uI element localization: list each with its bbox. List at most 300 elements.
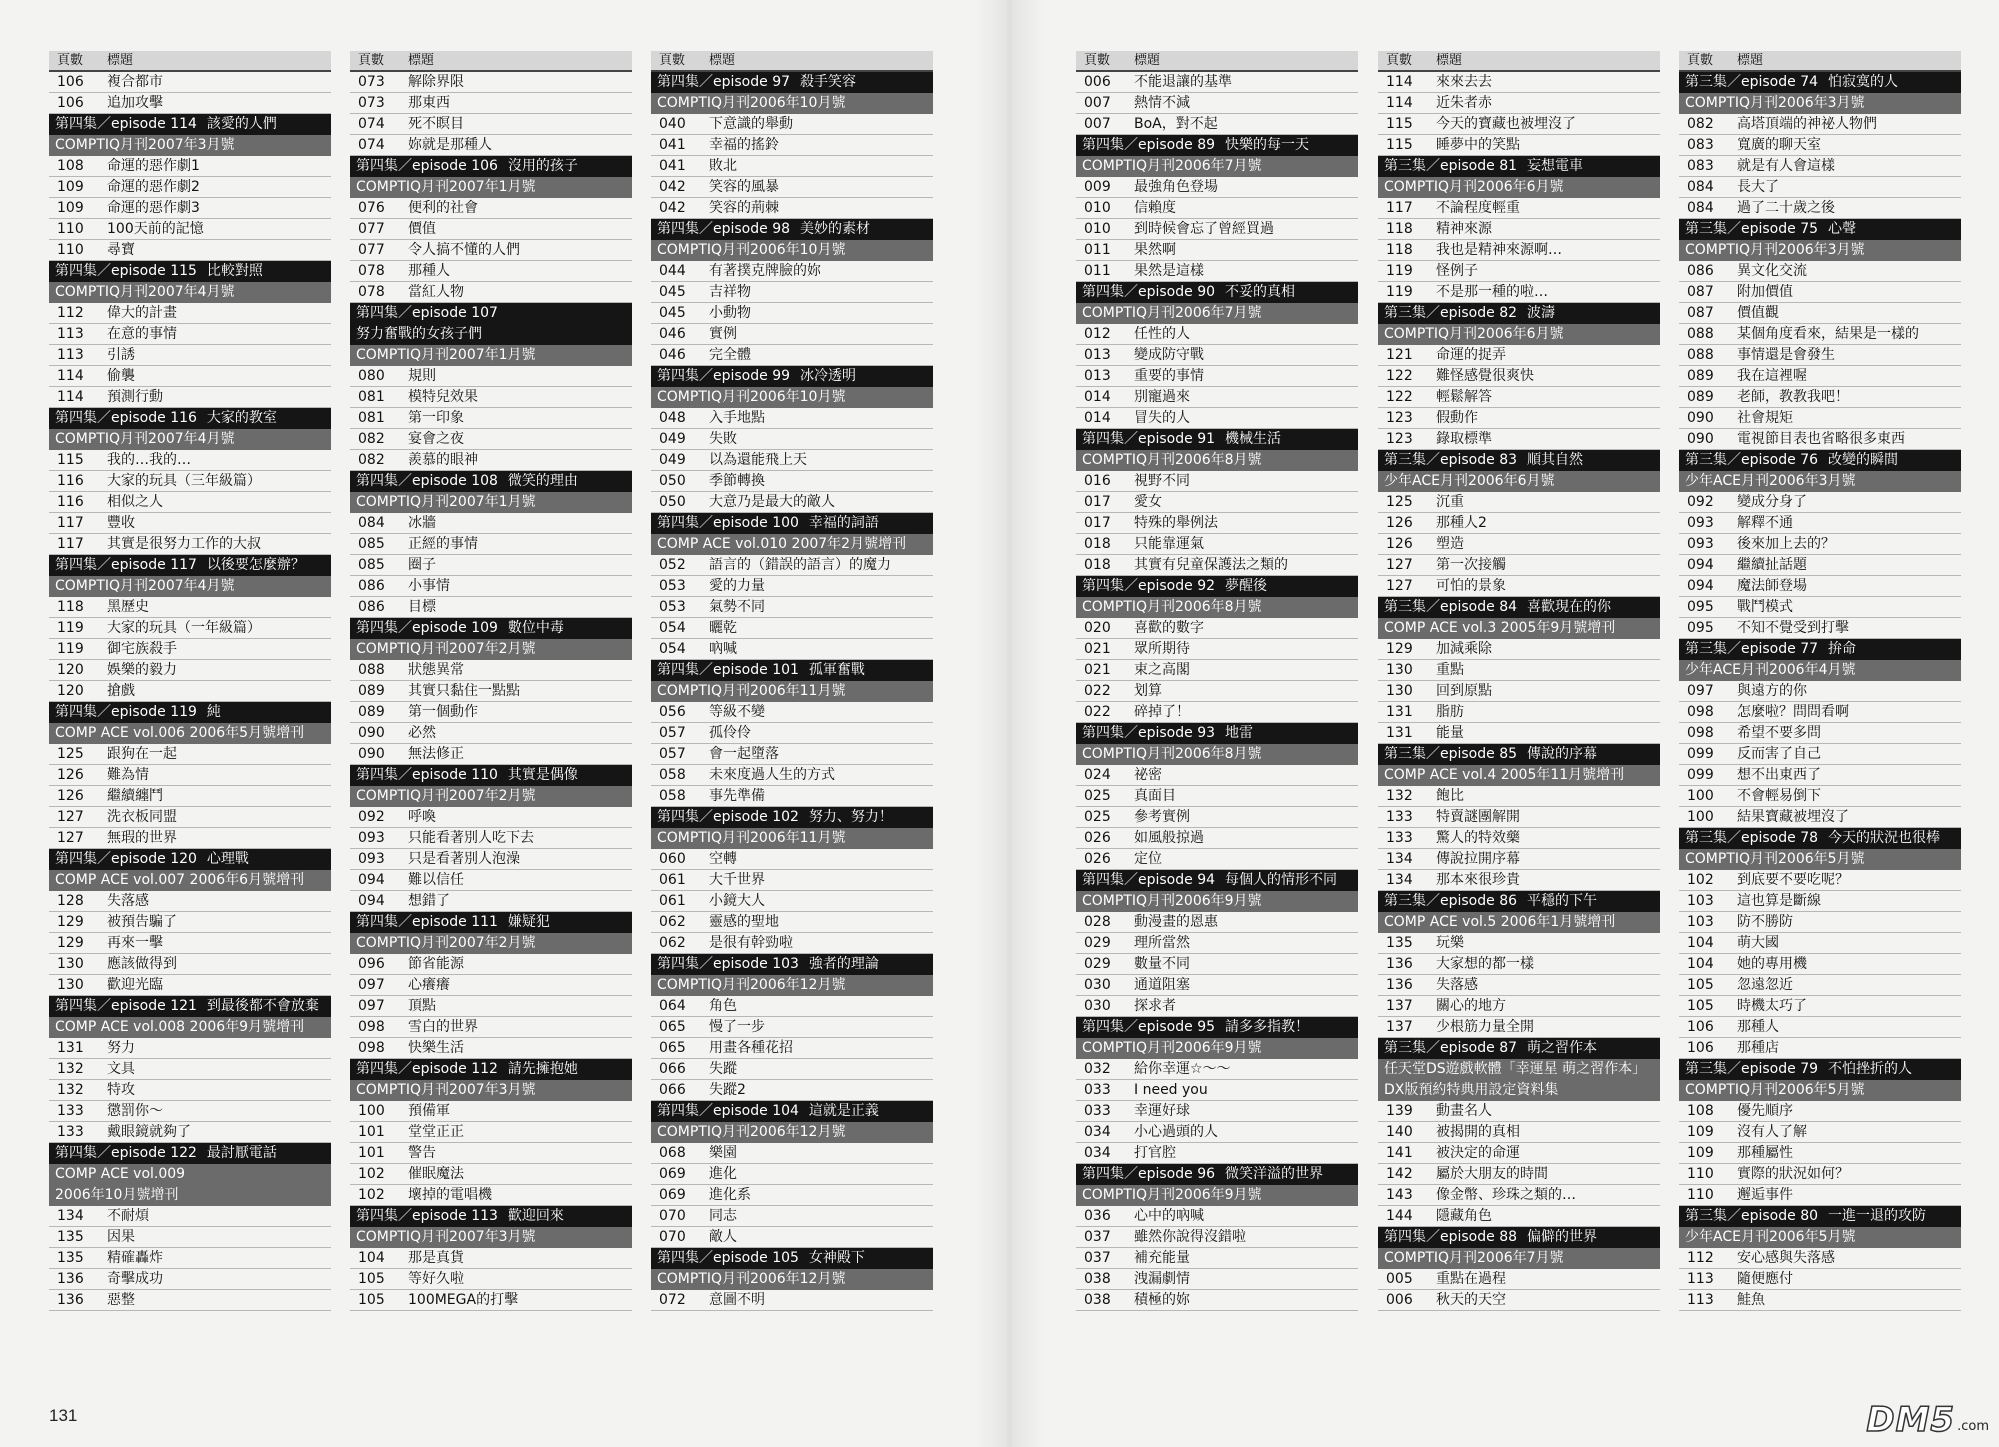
entry-page-number: 135 <box>57 1249 84 1266</box>
entry-page-number: 066 <box>659 1060 686 1077</box>
entry-page-number: 104 <box>1687 934 1714 951</box>
episode-heading-bar <box>651 513 933 534</box>
entry-page-number: 108 <box>57 157 84 174</box>
entry-page-number: 073 <box>358 73 385 90</box>
episode-title: 順其自然 <box>1527 451 1584 468</box>
index-entry-row <box>1378 849 1660 870</box>
entry-page-number: 127 <box>1386 556 1413 573</box>
entry-title: 大千世界 <box>709 871 765 888</box>
index-entry-row <box>49 1227 331 1248</box>
index-entry-row <box>1679 177 1961 198</box>
entry-title: 命運的惡作劇2 <box>107 178 200 195</box>
entry-page-number: 104 <box>358 1249 385 1266</box>
index-entry-row <box>350 702 632 723</box>
episode-label: 第四集／episode 120 <box>55 850 197 867</box>
entry-title: 100天前的記憶 <box>107 220 204 237</box>
entry-title: 碎掉了！ <box>1134 703 1190 720</box>
entry-title: 黑歷史 <box>107 598 149 615</box>
entry-page-number: 014 <box>1084 409 1111 426</box>
entry-page-number: 110 <box>57 220 84 237</box>
entry-title: 有著撲克牌臉的妳 <box>709 262 821 279</box>
index-entry-row <box>1378 72 1660 93</box>
entry-page-number: 110 <box>1687 1186 1714 1203</box>
entry-title: 吉祥物 <box>709 283 751 300</box>
entry-page-number: 117 <box>1386 199 1413 216</box>
entry-title: 回到原點 <box>1436 682 1492 699</box>
entry-page-number: 126 <box>57 787 84 804</box>
index-entry-row <box>1076 198 1358 219</box>
episode-heading-bar <box>350 303 632 324</box>
entry-title: 屬於大朋友的時間 <box>1436 1165 1548 1182</box>
entry-title: 特殊的舉例法 <box>1134 514 1218 531</box>
entry-title: 隨便應付 <box>1737 1270 1793 1287</box>
entry-page-number: 058 <box>659 787 686 804</box>
entry-title: 在意的事情 <box>107 325 177 342</box>
episode-heading-bar <box>1378 1038 1660 1059</box>
entry-title: 冰牆 <box>408 514 436 531</box>
entry-title: 令人搞不懂的人們 <box>408 241 520 258</box>
entry-title: 預測行動 <box>107 388 163 405</box>
entry-title: 第一印象 <box>408 409 464 426</box>
index-entry-row <box>651 702 933 723</box>
episode-label: 第三集／episode 85 <box>1384 745 1518 762</box>
entry-page-number: 049 <box>659 430 686 447</box>
episode-label: 第三集／episode 76 <box>1685 451 1819 468</box>
entry-page-number: 118 <box>1386 241 1413 258</box>
episode-title: 冰冷透明 <box>800 367 857 384</box>
index-entry-row <box>350 723 632 744</box>
entry-title: 動漫畫的恩惠 <box>1134 913 1218 930</box>
entry-title: 笑容的荊棘 <box>709 199 779 216</box>
index-entry-row <box>1076 555 1358 576</box>
entry-page-number: 022 <box>1084 703 1111 720</box>
episode-label: 第三集／episode 81 <box>1384 157 1518 174</box>
entry-page-number: 095 <box>1687 619 1714 636</box>
entry-page-number: 025 <box>1084 787 1111 804</box>
index-entry-row <box>1378 1101 1660 1122</box>
entry-title: 被揭開的真相 <box>1436 1123 1520 1140</box>
index-entry-row <box>1378 429 1660 450</box>
publication-source-bar: COMPTIQ月刊2006年6月號 <box>1378 324 1660 345</box>
entry-page-number: 142 <box>1386 1165 1413 1182</box>
episode-label: 第四集／episode 108 <box>356 472 498 489</box>
entry-title: 精神來源 <box>1436 220 1492 237</box>
entry-title: 大家想的都一樣 <box>1436 955 1534 972</box>
entry-page-number: 119 <box>1386 262 1413 279</box>
index-entry-row <box>1076 513 1358 534</box>
entry-title: 錄取標準 <box>1436 430 1492 447</box>
entry-title: 跟狗在一起 <box>107 745 177 762</box>
index-entry-row <box>1076 1080 1358 1101</box>
entry-page-number: 029 <box>1084 955 1111 972</box>
entry-title: 那種人 <box>1737 1018 1779 1035</box>
entry-page-number: 085 <box>358 535 385 552</box>
publication-source-bar: 少年ACE月刊2006年5月號 <box>1679 1227 1961 1248</box>
index-entry-row <box>1076 219 1358 240</box>
publication-source-bar: COMPTIQ月刊2006年12月號 <box>651 975 933 996</box>
index-entry-row <box>350 744 632 765</box>
entry-page-number: 132 <box>57 1081 84 1098</box>
entry-title: 我的…我的… <box>107 451 191 468</box>
header-page-label: 頁數 <box>358 53 385 68</box>
episode-heading-bar <box>1679 1206 1961 1227</box>
episode-heading-bar <box>1076 282 1358 303</box>
entry-page-number: 014 <box>1084 388 1111 405</box>
publication-source-bar: COMPTIQ月刊2006年11月號 <box>651 681 933 702</box>
entry-page-number: 119 <box>57 619 84 636</box>
episode-label: 第三集／episode 77 <box>1685 640 1819 657</box>
entry-page-number: 032 <box>1084 1060 1111 1077</box>
episode-title: 請先擁抱她 <box>507 1060 578 1077</box>
index-entry-row <box>651 996 933 1017</box>
entry-page-number: 046 <box>659 325 686 342</box>
index-entry-row <box>651 723 933 744</box>
index-entry-row <box>49 807 331 828</box>
episode-label: 第四集／episode 117 <box>55 556 197 573</box>
entry-title: 今天的寶藏也被埋沒了 <box>1436 115 1576 132</box>
entry-page-number: 123 <box>1386 409 1413 426</box>
entry-page-number: 131 <box>1386 724 1413 741</box>
entry-page-number: 132 <box>1386 787 1413 804</box>
entry-title: 進化 <box>709 1165 737 1182</box>
entry-title: 催眠魔法 <box>408 1165 464 1182</box>
entry-page-number: 105 <box>1687 997 1714 1014</box>
index-entry-row <box>1679 408 1961 429</box>
index-entry-row <box>49 786 331 807</box>
index-entry-row <box>1378 555 1660 576</box>
entry-page-number: 115 <box>57 451 84 468</box>
entry-page-number: 114 <box>57 388 84 405</box>
entry-title: 歡迎光臨 <box>107 976 163 993</box>
index-entry-row <box>1679 345 1961 366</box>
publication-source-bar: COMP ACE vol.007 2006年6月號增刊 <box>49 870 331 891</box>
entry-page-number: 129 <box>57 913 84 930</box>
episode-heading-bar <box>1378 1227 1660 1248</box>
entry-page-number: 099 <box>1687 745 1714 762</box>
episode-label: 第四集／episode 115 <box>55 262 197 279</box>
index-entry-row <box>1679 1017 1961 1038</box>
entry-page-number: 090 <box>358 745 385 762</box>
entry-page-number: 113 <box>57 346 84 363</box>
index-entry-row <box>1679 597 1961 618</box>
entry-title: 無瑕的世界 <box>107 829 177 846</box>
entry-page-number: 085 <box>358 556 385 573</box>
publication-source-bar: COMPTIQ月刊2007年2月號 <box>350 639 632 660</box>
index-entry-row <box>350 387 632 408</box>
episode-title: 大家的教室 <box>206 409 277 426</box>
entry-title: 呼喚 <box>408 808 436 825</box>
entry-title: 想不出東西了 <box>1737 766 1821 783</box>
index-entry-row <box>1679 534 1961 555</box>
entry-title: 因果 <box>107 1228 135 1245</box>
publication-source-bar: COMPTIQ月刊2006年9月號 <box>1076 1038 1358 1059</box>
entry-page-number: 088 <box>1687 346 1714 363</box>
index-entry-row <box>49 240 331 261</box>
entry-page-number: 057 <box>659 745 686 762</box>
entry-page-number: 089 <box>358 682 385 699</box>
episode-label: 第三集／episode 82 <box>1384 304 1518 321</box>
entry-title: 積極的妳 <box>1134 1291 1190 1308</box>
entry-title: 實例 <box>709 325 737 342</box>
index-entry-row <box>350 72 632 93</box>
header-page-label: 頁數 <box>57 53 84 68</box>
entry-page-number: 101 <box>358 1123 385 1140</box>
entry-title: 那種人2 <box>1436 514 1487 531</box>
entry-title: 第一次接觸 <box>1436 556 1506 573</box>
index-entry-row <box>49 597 331 618</box>
index-entry-row <box>350 1185 632 1206</box>
entry-title: 加減乘除 <box>1436 640 1492 657</box>
entry-title: 圈子 <box>408 556 436 573</box>
entry-page-number: 066 <box>659 1081 686 1098</box>
index-entry-row <box>49 93 331 114</box>
episode-label: 第四集／episode 93 <box>1082 724 1216 741</box>
index-entry-row <box>49 387 331 408</box>
episode-title: 妄想電車 <box>1527 157 1584 174</box>
index-entry-row <box>350 1122 632 1143</box>
index-entry-row <box>651 345 933 366</box>
index-entry-row <box>1076 366 1358 387</box>
entry-page-number: 119 <box>1386 283 1413 300</box>
index-entry-row <box>651 282 933 303</box>
publication-source-bar: COMPTIQ月刊2006年9月號 <box>1076 1185 1358 1206</box>
index-entry-row <box>1378 219 1660 240</box>
index-entry-row <box>651 450 933 471</box>
entry-title: 第一個動作 <box>408 703 478 720</box>
entry-page-number: 126 <box>1386 535 1413 552</box>
index-entry-row <box>1378 534 1660 555</box>
episode-label: 第四集／episode 98 <box>657 220 791 237</box>
entry-page-number: 010 <box>1084 220 1111 237</box>
index-entry-row <box>1679 324 1961 345</box>
entry-page-number: 062 <box>659 934 686 951</box>
episode-label: 第四集／episode 105 <box>657 1249 799 1266</box>
entry-title: 不論程度輕重 <box>1436 199 1520 216</box>
index-entry-row <box>651 933 933 954</box>
index-entry-row <box>651 1017 933 1038</box>
episode-title: 這就是正義 <box>808 1102 879 1119</box>
index-entry-row <box>49 1122 331 1143</box>
index-entry-row <box>1679 996 1961 1017</box>
entry-page-number: 109 <box>57 178 84 195</box>
entry-title: 妳就是那種人 <box>408 136 492 153</box>
entry-page-number: 104 <box>1687 955 1714 972</box>
index-entry-row <box>350 870 632 891</box>
entry-page-number: 054 <box>659 619 686 636</box>
index-entry-row <box>1076 408 1358 429</box>
index-entry-row <box>350 1017 632 1038</box>
entry-title: 模特兒效果 <box>408 388 478 405</box>
index-entry-row <box>1076 1269 1358 1290</box>
episode-title: 數位中毒 <box>507 619 564 636</box>
entry-title: 其實有兒童保護法之類的 <box>1134 556 1288 573</box>
column-header-row <box>1679 51 1961 72</box>
entry-title: 脂肪 <box>1436 703 1464 720</box>
episode-title: 不妥的真相 <box>1225 283 1296 300</box>
episode-title: 純 <box>206 703 221 720</box>
index-entry-row <box>1076 261 1358 282</box>
entry-title: 打官腔 <box>1134 1144 1176 1161</box>
entry-title: 最強角色登場 <box>1134 178 1218 195</box>
index-entry-row <box>1076 93 1358 114</box>
entry-title: 變成分身了 <box>1737 493 1807 510</box>
publication-source-bar: COMPTIQ月刊2006年10月號 <box>651 240 933 261</box>
entry-title: 其實是很努力工作的大叔 <box>107 535 261 552</box>
index-entry-row <box>1076 534 1358 555</box>
episode-heading-bar <box>651 1101 933 1122</box>
index-entry-row <box>1378 366 1660 387</box>
entry-title: 到時候會忘了曾經買過 <box>1134 220 1274 237</box>
entry-title: 我也是精神來源啊… <box>1436 241 1562 258</box>
index-column <box>1378 51 1660 1311</box>
index-entry-row <box>1679 765 1961 786</box>
index-entry-row <box>1378 681 1660 702</box>
episode-heading-bar <box>1679 639 1961 660</box>
entry-page-number: 049 <box>659 451 686 468</box>
episode-label: 第三集／episode 87 <box>1384 1039 1518 1056</box>
entry-title: 當紅人物 <box>408 283 464 300</box>
entry-title: 氣勢不同 <box>709 598 765 615</box>
index-entry-row <box>1679 618 1961 639</box>
entry-page-number: 094 <box>1687 577 1714 594</box>
entry-title: 偷襲 <box>107 367 135 384</box>
entry-title: 奇擊成功 <box>107 1270 163 1287</box>
entry-page-number: 100 <box>1687 808 1714 825</box>
entry-page-number: 144 <box>1386 1207 1413 1224</box>
episode-title: 喜歡現在的你 <box>1527 598 1612 615</box>
index-entry-row <box>49 933 331 954</box>
index-entry-row <box>1679 303 1961 324</box>
entry-title: 只能靠運氣 <box>1134 535 1204 552</box>
entry-title: 輕鬆解答 <box>1436 388 1492 405</box>
index-entry-row <box>1679 1101 1961 1122</box>
episode-heading-bar <box>350 618 632 639</box>
index-entry-row <box>1378 261 1660 282</box>
entry-page-number: 089 <box>358 703 385 720</box>
entry-title: 心癢癢 <box>408 976 450 993</box>
index-entry-row <box>1076 492 1358 513</box>
episode-heading-bar <box>49 114 331 135</box>
entry-title: 只能看著別人吃下去 <box>408 829 534 846</box>
entry-page-number: 021 <box>1084 661 1111 678</box>
episode-title: 偏僻的世界 <box>1527 1228 1598 1245</box>
index-entry-row <box>49 366 331 387</box>
index-entry-row <box>49 681 331 702</box>
episode-title: 請多多指教！ <box>1225 1018 1310 1035</box>
episode-title: 其實是偶像 <box>507 766 578 783</box>
index-entry-row <box>350 1248 632 1269</box>
index-entry-row <box>350 1164 632 1185</box>
episode-label: 第三集／episode 86 <box>1384 892 1518 909</box>
entry-page-number: 048 <box>659 409 686 426</box>
entry-title: 驚人的特效藥 <box>1436 829 1520 846</box>
episode-heading-bar <box>1076 135 1358 156</box>
index-entry-row <box>1378 1185 1660 1206</box>
entry-title: 重點在過程 <box>1436 1270 1506 1287</box>
entry-title: 價值觀 <box>1737 304 1779 321</box>
index-entry-row <box>49 1269 331 1290</box>
entry-title: 小動物 <box>709 304 751 321</box>
publication-source-bar: 少年ACE月刊2006年6月號 <box>1378 471 1660 492</box>
watermark-domain: .com <box>1957 1419 1989 1434</box>
entry-title: 繼續纏鬥 <box>107 787 163 804</box>
entry-page-number: 018 <box>1084 556 1111 573</box>
episode-title: 幸福的詞語 <box>808 514 879 531</box>
entry-title: 失蹤 <box>709 1060 737 1077</box>
entry-page-number: 009 <box>1084 178 1111 195</box>
entry-page-number: 068 <box>659 1144 686 1161</box>
publication-source-bar: COMP ACE vol.4 2005年11月號增刊 <box>1378 765 1660 786</box>
entry-page-number: 096 <box>358 955 385 972</box>
episode-title: 微笑的理由 <box>507 472 578 489</box>
index-entry-row <box>1378 954 1660 975</box>
index-entry-row <box>1679 681 1961 702</box>
entry-title: 正經的事情 <box>408 535 478 552</box>
entry-page-number: 022 <box>1084 682 1111 699</box>
publication-source-bar: COMPTIQ月刊2006年3月號 <box>1679 240 1961 261</box>
header-page-label: 頁數 <box>1687 53 1714 68</box>
entry-page-number: 143 <box>1386 1186 1413 1203</box>
entry-title: 幸運好球 <box>1134 1102 1190 1119</box>
index-entry-row <box>1679 933 1961 954</box>
entry-title: 事先準備 <box>709 787 765 804</box>
publication-source-bar: COMPTIQ月刊2007年4月號 <box>49 576 331 597</box>
index-entry-row <box>1076 975 1358 996</box>
entry-title: 不知不覺受到打擊 <box>1737 619 1849 636</box>
publication-source-bar: COMPTIQ月刊2006年5月號 <box>1679 849 1961 870</box>
entry-page-number: 114 <box>57 367 84 384</box>
index-entry-row <box>651 555 933 576</box>
entry-title: 惡整 <box>107 1291 135 1308</box>
entry-page-number: 121 <box>1386 346 1413 363</box>
entry-page-number: 037 <box>1084 1249 1111 1266</box>
entry-title: 那是真貨 <box>408 1249 464 1266</box>
entry-page-number: 069 <box>659 1186 686 1203</box>
entry-page-number: 042 <box>659 178 686 195</box>
index-entry-row <box>1378 996 1660 1017</box>
entry-page-number: 083 <box>1687 136 1714 153</box>
entry-title: 就是有人會這樣 <box>1737 157 1835 174</box>
index-entry-row <box>651 408 933 429</box>
entry-title: 被預告騙了 <box>107 913 177 930</box>
entry-page-number: 131 <box>57 1039 84 1056</box>
entry-page-number: 132 <box>57 1060 84 1077</box>
entry-title: 偉大的計畫 <box>107 304 177 321</box>
entry-title: 愛的力量 <box>709 577 765 594</box>
entry-page-number: 122 <box>1386 367 1413 384</box>
entry-title: 無法修正 <box>408 745 464 762</box>
episode-heading-continued: 努力奮戰的女孩子們 <box>350 324 632 345</box>
entry-page-number: 084 <box>1687 178 1714 195</box>
entry-page-number: 044 <box>659 262 686 279</box>
index-entry-row <box>1076 849 1358 870</box>
publication-source-bar: COMPTIQ月刊2007年4月號 <box>49 429 331 450</box>
index-entry-row <box>1076 702 1358 723</box>
entry-page-number: 097 <box>1687 682 1714 699</box>
index-entry-row <box>1679 975 1961 996</box>
index-entry-row <box>350 240 632 261</box>
entry-title: 應該做得到 <box>107 955 177 972</box>
entry-page-number: 065 <box>659 1018 686 1035</box>
episode-label: 第三集／episode 83 <box>1384 451 1518 468</box>
column-header-row <box>350 51 632 72</box>
index-entry-row <box>1378 240 1660 261</box>
entry-page-number: 093 <box>1687 514 1714 531</box>
index-entry-row <box>350 954 632 975</box>
episode-heading-bar <box>651 1248 933 1269</box>
index-entry-row <box>1378 807 1660 828</box>
episode-label: 第四集／episode 91 <box>1082 430 1216 447</box>
